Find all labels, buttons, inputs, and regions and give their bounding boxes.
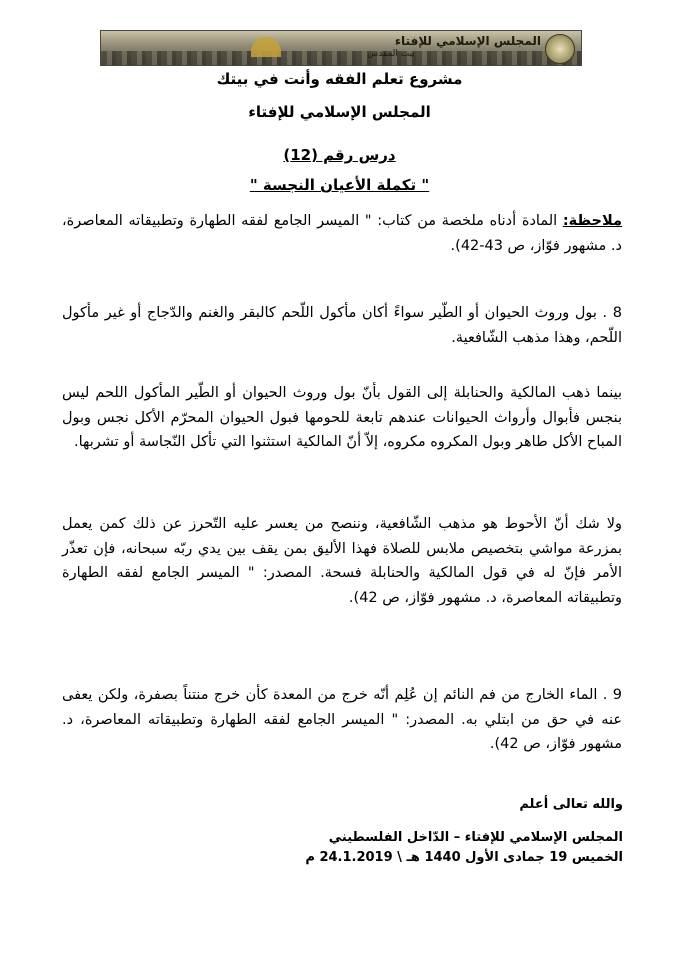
council-emblem-icon [545,34,575,64]
banner-subtitle: بيت المقدس [367,49,415,59]
note-label: ملاحظة: [562,213,622,229]
project-title: مشروع تعلم الفقه وأنت في بيتك [216,70,463,88]
lesson-title: " تكملة الأعيان النجسة " [249,176,430,194]
paragraph-item-9: 9 . الماء الخارج من فم النائم إن عُلِم أنّه خرج من المعدة كأن خرج منتناً بصفرة، ولكن يعفى عنه في حق من ابتلي به. المصدر: " الميسر الجامع لفقه الطهارة وتطبيقاته المعاصرة، د. مشهور فوّاز، ص 42). [62,687,622,752]
closing-allah-knows: والله تعالى أعلم [519,797,623,812]
closing-org: المجلس الإسلامي للإفتاء – الدّاخل الفلسطيني [328,830,623,845]
paragraph-maliki-hanbali: بينما ذهب المالكية والحنابلة إلى القول بأنّ بول وروث الحيوان أو الطّير المأكول اللحم ليس بنجس فأبوال وأرواث الحيوانات عندهم تابعة للحومها فبول الحيوان المحرّم الأكل نجس وبول المباح الأكل طاهر وبول المكروه مكروه، إلاّ أنّ المالكية استثنوا التي تأكل النّجاسة أو تشربها. [62,385,622,450]
banner-title: المجلس الإسلامي للإفتاء [394,34,541,48]
paragraph-precaution: ولا شك أنّ الأحوط هو مذهب الشّافعية، وننصح من يعسر عليه التّحرز عن ذلك كمن يعمل بمزرعة مواشي بتخصيص ملابس للصلاة فهذا الأليق بمن يقف بين يدي ربّه سبحانه، فإن تعذّر الأمر فإنّ له في قول المالكية والحنابلة فسحة. المصدر: " الميسر الجامع لفقه الطهارة وتطبيقاته المعاصرة، د. مشهور فوّاز، ص 42). [62,516,622,606]
note-paragraph [62,209,622,258]
closing-date: الخميس 19 جمادى الأول 1440 هـ \ 24.1.2019 م [305,850,623,865]
header-banner [100,30,582,66]
paragraph-item-8: 8 . بول وروث الحيوان أو الطّير سواءً أكان مأكول اللّحم كالبقر والغنم والدّجاج أو غير مأكول اللّحم، وهذا مذهب الشّافعية. [62,305,622,346]
lesson-number: درس رقم (12) [283,146,396,164]
note-text: المادة أدناه ملخصة من كتاب: " الميسر الجامع لفقه الطهارة وتطبيقاته المعاصرة، د. مشهور فوّاز، ص 43-42). [62,213,622,254]
council-title: المجلس الإسلامي للإفتاء [248,103,431,121]
